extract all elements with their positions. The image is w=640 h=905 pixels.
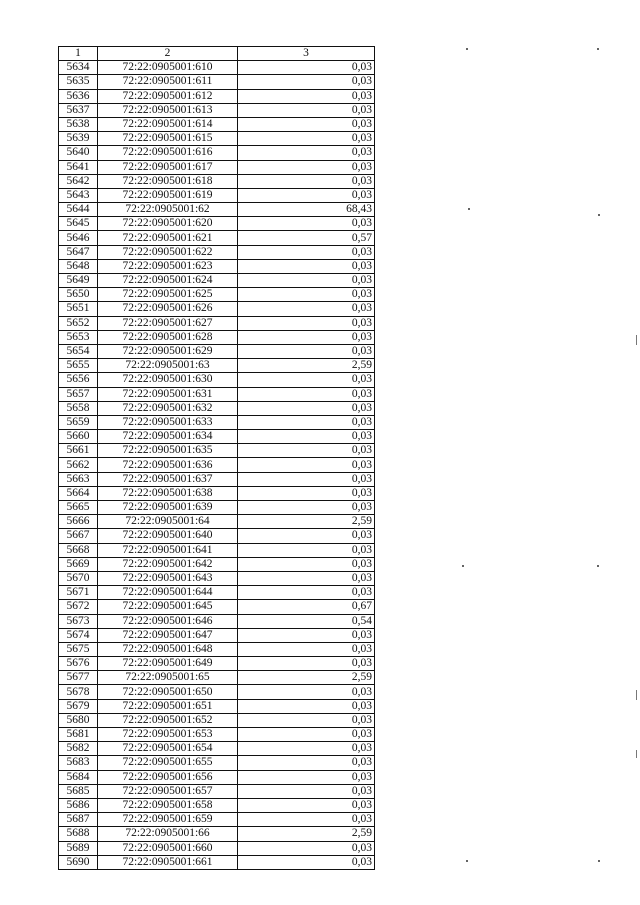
cadastral-number: 72:22:0905001:624 — [98, 274, 238, 288]
cadastral-number: 72:22:0905001:643 — [98, 571, 238, 585]
area-value: 0,03 — [238, 657, 375, 671]
area-value: 0,03 — [238, 430, 375, 444]
table-row — [59, 231, 375, 245]
row-number: 5654 — [59, 344, 98, 358]
area-value: 0,03 — [238, 713, 375, 727]
table-row — [59, 813, 375, 827]
row-number: 5682 — [59, 742, 98, 756]
cadastral-number: 72:22:0905001:656 — [98, 770, 238, 784]
cadastral-number: 72:22:0905001:66 — [98, 827, 238, 841]
area-value: 0,03 — [238, 259, 375, 273]
area-value: 0,03 — [238, 586, 375, 600]
row-number: 5664 — [59, 486, 98, 500]
table-row — [59, 103, 375, 117]
table-row — [59, 344, 375, 358]
row-number: 5670 — [59, 571, 98, 585]
table-row — [59, 628, 375, 642]
area-value: 0,03 — [238, 543, 375, 557]
cadastral-number: 72:22:0905001:647 — [98, 628, 238, 642]
row-number: 5658 — [59, 401, 98, 415]
table-row — [59, 160, 375, 174]
table-row — [59, 415, 375, 429]
table-row — [59, 387, 375, 401]
row-number: 5677 — [59, 671, 98, 685]
cadastral-number: 72:22:0905001:616 — [98, 146, 238, 160]
cadastral-number: 72:22:0905001:654 — [98, 742, 238, 756]
area-value: 0,03 — [238, 685, 375, 699]
area-value: 0,03 — [238, 330, 375, 344]
area-value: 0,03 — [238, 855, 375, 869]
area-value: 2,59 — [238, 359, 375, 373]
cadastral-number: 72:22:0905001:621 — [98, 231, 238, 245]
row-number: 5674 — [59, 628, 98, 642]
table-row — [59, 288, 375, 302]
cadastral-number: 72:22:0905001:612 — [98, 89, 238, 103]
cadastral-number: 72:22:0905001:658 — [98, 798, 238, 812]
row-number: 5652 — [59, 316, 98, 330]
row-number: 5689 — [59, 841, 98, 855]
row-number: 5648 — [59, 259, 98, 273]
cadastral-number: 72:22:0905001:642 — [98, 557, 238, 571]
row-number: 5666 — [59, 515, 98, 529]
cadastral-number: 72:22:0905001:625 — [98, 288, 238, 302]
cadastral-number: 72:22:0905001:630 — [98, 373, 238, 387]
area-value: 0,03 — [238, 841, 375, 855]
cadastral-number: 72:22:0905001:644 — [98, 586, 238, 600]
area-value: 0,03 — [238, 132, 375, 146]
area-value: 0,03 — [238, 146, 375, 160]
table-row — [59, 557, 375, 571]
table-row — [59, 444, 375, 458]
area-value: 0,03 — [238, 571, 375, 585]
cadastral-number: 72:22:0905001:657 — [98, 784, 238, 798]
row-number: 5650 — [59, 288, 98, 302]
margin-mark — [636, 335, 637, 345]
row-number: 5659 — [59, 415, 98, 429]
table-row — [59, 571, 375, 585]
area-value: 2,59 — [238, 515, 375, 529]
cadastral-number: 72:22:0905001:610 — [98, 61, 238, 75]
row-number: 5657 — [59, 387, 98, 401]
area-value: 0,03 — [238, 699, 375, 713]
area-value: 2,59 — [238, 671, 375, 685]
area-value: 0,03 — [238, 742, 375, 756]
area-value: 0,03 — [238, 89, 375, 103]
area-value: 0,03 — [238, 756, 375, 770]
table-row — [59, 742, 375, 756]
row-number: 5663 — [59, 472, 98, 486]
table-row — [59, 515, 375, 529]
area-value: 0,03 — [238, 472, 375, 486]
row-number: 5680 — [59, 713, 98, 727]
cadastral-number: 72:22:0905001:617 — [98, 160, 238, 174]
row-number: 5637 — [59, 103, 98, 117]
row-number: 5679 — [59, 699, 98, 713]
table-row — [59, 146, 375, 160]
table-row — [59, 472, 375, 486]
cadastral-number: 72:22:0905001:64 — [98, 515, 238, 529]
table-row — [59, 827, 375, 841]
cadastral-number: 72:22:0905001:632 — [98, 401, 238, 415]
table-row — [59, 486, 375, 500]
row-number: 5667 — [59, 529, 98, 543]
row-number: 5678 — [59, 685, 98, 699]
row-number: 5690 — [59, 855, 98, 869]
cadastral-number: 72:22:0905001:660 — [98, 841, 238, 855]
area-value: 0,03 — [238, 316, 375, 330]
area-value: 0,03 — [238, 784, 375, 798]
area-value: 0,03 — [238, 302, 375, 316]
area-value: 0,03 — [238, 103, 375, 117]
row-number: 5675 — [59, 642, 98, 656]
area-value: 0,03 — [238, 245, 375, 259]
area-value: 0,03 — [238, 486, 375, 500]
row-number: 5687 — [59, 813, 98, 827]
area-value: 0,03 — [238, 188, 375, 202]
row-number: 5672 — [59, 600, 98, 614]
cadastral-number: 72:22:0905001:627 — [98, 316, 238, 330]
table-row — [59, 600, 375, 614]
row-number: 5676 — [59, 657, 98, 671]
table-row — [59, 259, 375, 273]
row-number: 5639 — [59, 132, 98, 146]
cadastral-number: 72:22:0905001:635 — [98, 444, 238, 458]
cadastral-number: 72:22:0905001:628 — [98, 330, 238, 344]
table-row — [59, 61, 375, 75]
table-header — [59, 47, 375, 61]
cadastral-number: 72:22:0905001:636 — [98, 458, 238, 472]
row-number: 5673 — [59, 614, 98, 628]
cadastral-number: 72:22:0905001:649 — [98, 657, 238, 671]
area-value: 68,43 — [238, 203, 375, 217]
row-number: 5640 — [59, 146, 98, 160]
row-number: 5688 — [59, 827, 98, 841]
area-value: 0,03 — [238, 160, 375, 174]
row-number: 5638 — [59, 117, 98, 131]
row-number: 5634 — [59, 61, 98, 75]
area-value: 0,03 — [238, 117, 375, 131]
table-row — [59, 174, 375, 188]
row-number: 5642 — [59, 174, 98, 188]
header-row — [59, 47, 375, 61]
table-row — [59, 274, 375, 288]
table-body — [59, 61, 375, 870]
area-value: 0,03 — [238, 728, 375, 742]
area-value: 0,03 — [238, 529, 375, 543]
area-value: 0,03 — [238, 344, 375, 358]
table-row — [59, 330, 375, 344]
row-number: 5653 — [59, 330, 98, 344]
scan-speck — [462, 565, 464, 567]
scan-speck — [598, 214, 600, 216]
cadastral-number: 72:22:0905001:661 — [98, 855, 238, 869]
area-value: 0,03 — [238, 415, 375, 429]
row-number: 5686 — [59, 798, 98, 812]
table-row — [59, 713, 375, 727]
cadastral-number: 72:22:0905001:63 — [98, 359, 238, 373]
row-number: 5647 — [59, 245, 98, 259]
area-value: 0,03 — [238, 174, 375, 188]
cadastral-table — [58, 46, 375, 870]
area-value: 0,03 — [238, 288, 375, 302]
row-number: 5656 — [59, 373, 98, 387]
row-number: 5660 — [59, 430, 98, 444]
row-number: 5683 — [59, 756, 98, 770]
area-value: 0,03 — [238, 217, 375, 231]
area-value: 0,03 — [238, 444, 375, 458]
row-number: 5649 — [59, 274, 98, 288]
cadastral-number: 72:22:0905001:622 — [98, 245, 238, 259]
area-value: 0,03 — [238, 458, 375, 472]
table-row — [59, 671, 375, 685]
area-value: 0,03 — [238, 501, 375, 515]
area-value: 0,03 — [238, 274, 375, 288]
row-number: 5645 — [59, 217, 98, 231]
table-row — [59, 401, 375, 415]
cadastral-number: 72:22:0905001:613 — [98, 103, 238, 117]
area-value: 0,03 — [238, 75, 375, 89]
margin-mark — [636, 690, 637, 700]
row-number: 5681 — [59, 728, 98, 742]
area-value: 0,03 — [238, 798, 375, 812]
area-value: 0,67 — [238, 600, 375, 614]
row-number: 5643 — [59, 188, 98, 202]
cadastral-number: 72:22:0905001:646 — [98, 614, 238, 628]
cadastral-number: 72:22:0905001:633 — [98, 415, 238, 429]
row-number: 5661 — [59, 444, 98, 458]
cadastral-number: 72:22:0905001:652 — [98, 713, 238, 727]
cadastral-number: 72:22:0905001:650 — [98, 685, 238, 699]
scan-speck — [598, 860, 600, 862]
cadastral-number: 72:22:0905001:637 — [98, 472, 238, 486]
table-row — [59, 543, 375, 557]
row-number: 5669 — [59, 557, 98, 571]
scan-speck — [466, 48, 468, 50]
cadastral-number: 72:22:0905001:620 — [98, 217, 238, 231]
row-number: 5662 — [59, 458, 98, 472]
cadastral-number: 72:22:0905001:611 — [98, 75, 238, 89]
table-row — [59, 89, 375, 103]
table-row — [59, 841, 375, 855]
cadastral-number: 72:22:0905001:645 — [98, 600, 238, 614]
row-number: 5636 — [59, 89, 98, 103]
table-row — [59, 316, 375, 330]
area-value: 0,03 — [238, 642, 375, 656]
table-row — [59, 685, 375, 699]
table-row — [59, 373, 375, 387]
area-value: 0,03 — [238, 813, 375, 827]
cadastral-number: 72:22:0905001:653 — [98, 728, 238, 742]
cadastral-number: 72:22:0905001:618 — [98, 174, 238, 188]
cadastral-number: 72:22:0905001:648 — [98, 642, 238, 656]
table-row — [59, 203, 375, 217]
table-row — [59, 188, 375, 202]
table-row — [59, 529, 375, 543]
row-number: 5684 — [59, 770, 98, 784]
cadastral-number: 72:22:0905001:623 — [98, 259, 238, 273]
cadastral-number: 72:22:0905001:641 — [98, 543, 238, 557]
table-row — [59, 756, 375, 770]
area-value: 0,03 — [238, 628, 375, 642]
row-number: 5641 — [59, 160, 98, 174]
margin-mark — [636, 750, 637, 758]
cadastral-number: 72:22:0905001:626 — [98, 302, 238, 316]
column-header-1: 1 — [59, 47, 98, 61]
cadastral-number: 72:22:0905001:65 — [98, 671, 238, 685]
table-row — [59, 586, 375, 600]
table-row — [59, 501, 375, 515]
cadastral-number: 72:22:0905001:639 — [98, 501, 238, 515]
table-row — [59, 770, 375, 784]
cadastral-number: 72:22:0905001:640 — [98, 529, 238, 543]
cadastral-number: 72:22:0905001:651 — [98, 699, 238, 713]
cadastral-number: 72:22:0905001:631 — [98, 387, 238, 401]
cadastral-number: 72:22:0905001:659 — [98, 813, 238, 827]
scan-speck — [597, 48, 599, 50]
area-value: 0,03 — [238, 61, 375, 75]
column-header-2: 2 — [98, 47, 238, 61]
row-number: 5671 — [59, 586, 98, 600]
area-value: 0,03 — [238, 401, 375, 415]
table-row — [59, 728, 375, 742]
cadastral-number: 72:22:0905001:655 — [98, 756, 238, 770]
table-row — [59, 784, 375, 798]
area-value: 0,54 — [238, 614, 375, 628]
row-number: 5665 — [59, 501, 98, 515]
cadastral-number: 72:22:0905001:638 — [98, 486, 238, 500]
area-value: 0,03 — [238, 387, 375, 401]
table-row — [59, 117, 375, 131]
row-number: 5651 — [59, 302, 98, 316]
cadastral-number: 72:22:0905001:62 — [98, 203, 238, 217]
row-number: 5646 — [59, 231, 98, 245]
table-row — [59, 657, 375, 671]
area-value: 0,03 — [238, 373, 375, 387]
area-value: 0,03 — [238, 557, 375, 571]
table-row — [59, 132, 375, 146]
table-row — [59, 245, 375, 259]
table-row — [59, 217, 375, 231]
cadastral-number: 72:22:0905001:614 — [98, 117, 238, 131]
table-row — [59, 614, 375, 628]
area-value: 2,59 — [238, 827, 375, 841]
table-row — [59, 855, 375, 869]
table-row — [59, 430, 375, 444]
table-row — [59, 458, 375, 472]
row-number: 5635 — [59, 75, 98, 89]
cadastral-number: 72:22:0905001:619 — [98, 188, 238, 202]
cadastral-number: 72:22:0905001:629 — [98, 344, 238, 358]
scan-speck — [597, 565, 599, 567]
area-value: 0,57 — [238, 231, 375, 245]
table-row — [59, 642, 375, 656]
table-row — [59, 798, 375, 812]
scan-speck — [468, 208, 470, 210]
row-number: 5685 — [59, 784, 98, 798]
row-number: 5644 — [59, 203, 98, 217]
cadastral-number: 72:22:0905001:634 — [98, 430, 238, 444]
cadastral-number: 72:22:0905001:615 — [98, 132, 238, 146]
row-number: 5668 — [59, 543, 98, 557]
table-row — [59, 302, 375, 316]
scan-speck — [466, 860, 468, 862]
area-value: 0,03 — [238, 770, 375, 784]
row-number: 5655 — [59, 359, 98, 373]
table-row — [59, 699, 375, 713]
column-header-3: 3 — [238, 47, 375, 61]
table-row — [59, 359, 375, 373]
table-row — [59, 75, 375, 89]
